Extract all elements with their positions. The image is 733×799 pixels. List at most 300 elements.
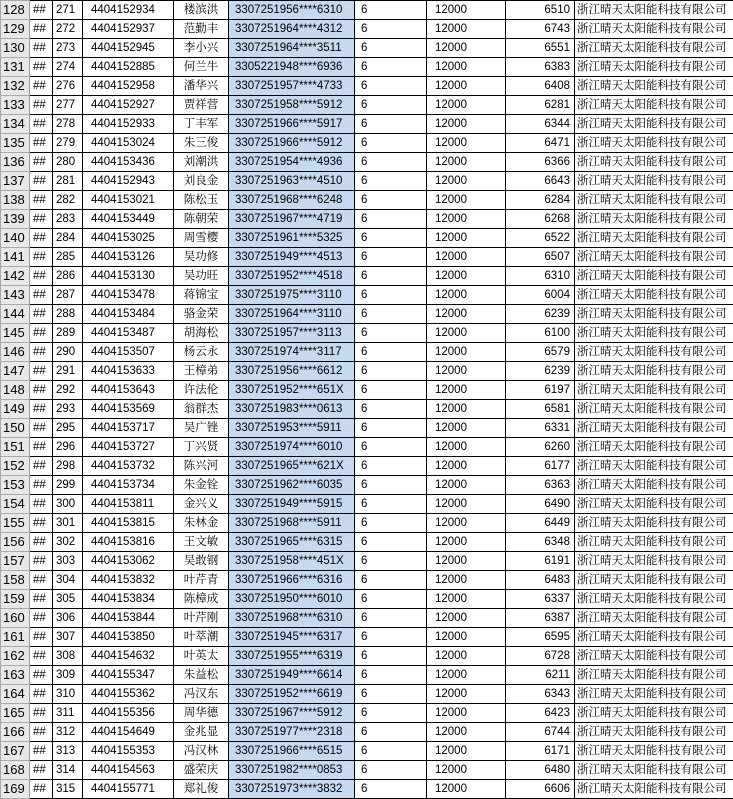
index-cell[interactable]: 293 xyxy=(53,400,83,419)
count-cell[interactable]: 6 xyxy=(355,134,427,153)
amount-cell[interactable]: 12000 xyxy=(427,191,506,210)
id-number-cell[interactable]: 3305221948****6936 xyxy=(229,58,355,77)
company-cell[interactable]: 浙江晴天太阳能科技有限公司 xyxy=(575,590,733,609)
index-cell[interactable]: 300 xyxy=(53,495,83,514)
id-number-cell[interactable]: 3307251966****5912 xyxy=(229,134,355,153)
row-header[interactable]: 128 xyxy=(1,1,30,20)
row-header[interactable]: 154 xyxy=(1,495,30,514)
id-number-cell[interactable]: 3307251949****5915 xyxy=(229,495,355,514)
amount-cell[interactable]: 12000 xyxy=(427,343,506,362)
index-cell[interactable]: 302 xyxy=(53,533,83,552)
account-cell[interactable]: 4404153811 xyxy=(83,495,174,514)
overflow-cell[interactable]: ## xyxy=(30,666,53,685)
account-cell[interactable]: 4404155347 xyxy=(83,666,174,685)
company-cell[interactable]: 浙江晴天太阳能科技有限公司 xyxy=(575,704,733,723)
company-cell[interactable]: 浙江晴天太阳能科技有限公司 xyxy=(575,666,733,685)
index-cell[interactable]: 282 xyxy=(53,191,83,210)
overflow-cell[interactable]: ## xyxy=(30,96,53,115)
account-cell[interactable]: 4404153834 xyxy=(83,590,174,609)
amount-cell[interactable]: 12000 xyxy=(427,381,506,400)
index-cell[interactable]: 279 xyxy=(53,134,83,153)
amount-cell[interactable]: 12000 xyxy=(427,742,506,761)
index-cell[interactable]: 291 xyxy=(53,362,83,381)
overflow-cell[interactable]: ## xyxy=(30,476,53,495)
company-cell[interactable]: 浙江晴天太阳能科技有限公司 xyxy=(575,362,733,381)
company-cell[interactable]: 浙江晴天太阳能科技有限公司 xyxy=(575,742,733,761)
name-cell[interactable]: 朱金铨 xyxy=(174,476,229,495)
amount-cell[interactable]: 12000 xyxy=(427,324,506,343)
index-cell[interactable]: 296 xyxy=(53,438,83,457)
count-cell[interactable]: 6 xyxy=(355,476,427,495)
company-cell[interactable]: 浙江晴天太阳能科技有限公司 xyxy=(575,723,733,742)
value-cell[interactable]: 6343 xyxy=(506,685,575,704)
overflow-cell[interactable]: ## xyxy=(30,248,53,267)
name-cell[interactable]: 丁丰军 xyxy=(174,115,229,134)
account-cell[interactable]: 4404153643 xyxy=(83,381,174,400)
index-cell[interactable]: 284 xyxy=(53,229,83,248)
company-cell[interactable]: 浙江晴天太阳能科技有限公司 xyxy=(575,248,733,267)
value-cell[interactable]: 6191 xyxy=(506,552,575,571)
overflow-cell[interactable]: ## xyxy=(30,628,53,647)
name-cell[interactable]: 贾祥营 xyxy=(174,96,229,115)
row-header[interactable]: 143 xyxy=(1,286,30,305)
name-cell[interactable]: 郑礼俊 xyxy=(174,780,229,799)
account-cell[interactable]: 4404153633 xyxy=(83,362,174,381)
value-cell[interactable]: 6268 xyxy=(506,210,575,229)
count-cell[interactable]: 6 xyxy=(355,267,427,286)
index-cell[interactable]: 283 xyxy=(53,210,83,229)
id-number-cell[interactable]: 3307251957****4733 xyxy=(229,77,355,96)
account-cell[interactable]: 4404153126 xyxy=(83,248,174,267)
name-cell[interactable]: 周华德 xyxy=(174,704,229,723)
count-cell[interactable]: 6 xyxy=(355,20,427,39)
value-cell[interactable]: 6211 xyxy=(506,666,575,685)
index-cell[interactable]: 312 xyxy=(53,723,83,742)
value-cell[interactable]: 6363 xyxy=(506,476,575,495)
account-cell[interactable]: 4404152937 xyxy=(83,20,174,39)
id-number-cell[interactable]: 3307251974****6010 xyxy=(229,438,355,457)
row-header[interactable]: 144 xyxy=(1,305,30,324)
name-cell[interactable]: 叶芹青 xyxy=(174,571,229,590)
company-cell[interactable]: 浙江晴天太阳能科技有限公司 xyxy=(575,533,733,552)
overflow-cell[interactable]: ## xyxy=(30,590,53,609)
value-cell[interactable]: 6348 xyxy=(506,533,575,552)
account-cell[interactable]: 4404153024 xyxy=(83,134,174,153)
count-cell[interactable]: 6 xyxy=(355,723,427,742)
account-cell[interactable]: 4404153130 xyxy=(83,267,174,286)
amount-cell[interactable]: 12000 xyxy=(427,476,506,495)
amount-cell[interactable]: 12000 xyxy=(427,704,506,723)
row-header[interactable]: 149 xyxy=(1,400,30,419)
account-cell[interactable]: 4404153025 xyxy=(83,229,174,248)
id-number-cell[interactable]: 3307251977****2318 xyxy=(229,723,355,742)
value-cell[interactable]: 6728 xyxy=(506,647,575,666)
id-number-cell[interactable]: 3307251974****3117 xyxy=(229,343,355,362)
id-number-cell[interactable]: 3307251945****6317 xyxy=(229,628,355,647)
id-number-cell[interactable]: 3307251968****5911 xyxy=(229,514,355,533)
overflow-cell[interactable]: ## xyxy=(30,1,53,20)
id-number-cell[interactable]: 3307251964****4312 xyxy=(229,20,355,39)
row-header[interactable]: 163 xyxy=(1,666,30,685)
account-cell[interactable]: 4404152933 xyxy=(83,115,174,134)
company-cell[interactable]: 浙江晴天太阳能科技有限公司 xyxy=(575,286,733,305)
id-number-cell[interactable]: 3307251967****4719 xyxy=(229,210,355,229)
id-number-cell[interactable]: 3307251968****6248 xyxy=(229,191,355,210)
overflow-cell[interactable]: ## xyxy=(30,286,53,305)
name-cell[interactable]: 范勤丰 xyxy=(174,20,229,39)
amount-cell[interactable]: 12000 xyxy=(427,20,506,39)
value-cell[interactable]: 6100 xyxy=(506,324,575,343)
count-cell[interactable]: 6 xyxy=(355,1,427,20)
amount-cell[interactable]: 12000 xyxy=(427,210,506,229)
overflow-cell[interactable]: ## xyxy=(30,381,53,400)
count-cell[interactable]: 6 xyxy=(355,419,427,438)
index-cell[interactable]: 311 xyxy=(53,704,83,723)
row-header[interactable]: 137 xyxy=(1,172,30,191)
row-header[interactable]: 166 xyxy=(1,723,30,742)
account-cell[interactable]: 4404153844 xyxy=(83,609,174,628)
index-cell[interactable]: 278 xyxy=(53,115,83,134)
index-cell[interactable]: 281 xyxy=(53,172,83,191)
count-cell[interactable]: 6 xyxy=(355,58,427,77)
id-number-cell[interactable]: 3307251952****651X xyxy=(229,381,355,400)
id-number-cell[interactable]: 3307251966****5917 xyxy=(229,115,355,134)
value-cell[interactable]: 6471 xyxy=(506,134,575,153)
company-cell[interactable]: 浙江晴天太阳能科技有限公司 xyxy=(575,96,733,115)
row-header[interactable]: 156 xyxy=(1,533,30,552)
company-cell[interactable]: 浙江晴天太阳能科技有限公司 xyxy=(575,495,733,514)
amount-cell[interactable]: 12000 xyxy=(427,666,506,685)
account-cell[interactable]: 4404153021 xyxy=(83,191,174,210)
overflow-cell[interactable]: ## xyxy=(30,58,53,77)
id-number-cell[interactable]: 3307251961****5325 xyxy=(229,229,355,248)
company-cell[interactable]: 浙江晴天太阳能科技有限公司 xyxy=(575,267,733,286)
name-cell[interactable]: 吴功修 xyxy=(174,248,229,267)
account-cell[interactable]: 4404155356 xyxy=(83,704,174,723)
company-cell[interactable]: 浙江晴天太阳能科技有限公司 xyxy=(575,457,733,476)
row-header[interactable]: 168 xyxy=(1,761,30,780)
index-cell[interactable]: 298 xyxy=(53,457,83,476)
company-cell[interactable]: 浙江晴天太阳能科技有限公司 xyxy=(575,39,733,58)
count-cell[interactable]: 6 xyxy=(355,191,427,210)
company-cell[interactable]: 浙江晴天太阳能科技有限公司 xyxy=(575,324,733,343)
row-header[interactable]: 140 xyxy=(1,229,30,248)
index-cell[interactable]: 309 xyxy=(53,666,83,685)
index-cell[interactable]: 273 xyxy=(53,39,83,58)
count-cell[interactable]: 6 xyxy=(355,77,427,96)
index-cell[interactable]: 315 xyxy=(53,780,83,799)
overflow-cell[interactable]: ## xyxy=(30,210,53,229)
count-cell[interactable]: 6 xyxy=(355,666,427,685)
account-cell[interactable]: 4404152943 xyxy=(83,172,174,191)
value-cell[interactable]: 6423 xyxy=(506,704,575,723)
amount-cell[interactable]: 12000 xyxy=(427,628,506,647)
account-cell[interactable]: 4404153436 xyxy=(83,153,174,172)
name-cell[interactable]: 陈松玉 xyxy=(174,191,229,210)
count-cell[interactable]: 6 xyxy=(355,381,427,400)
name-cell[interactable]: 李小兴 xyxy=(174,39,229,58)
value-cell[interactable]: 6606 xyxy=(506,780,575,799)
id-number-cell[interactable]: 3307251967****5912 xyxy=(229,704,355,723)
account-cell[interactable]: 4404155353 xyxy=(83,742,174,761)
company-cell[interactable]: 浙江晴天太阳能科技有限公司 xyxy=(575,685,733,704)
amount-cell[interactable]: 12000 xyxy=(427,438,506,457)
id-number-cell[interactable]: 3307251955****6319 xyxy=(229,647,355,666)
overflow-cell[interactable]: ## xyxy=(30,514,53,533)
account-cell[interactable]: 4404153850 xyxy=(83,628,174,647)
count-cell[interactable]: 6 xyxy=(355,761,427,780)
value-cell[interactable]: 6480 xyxy=(506,761,575,780)
index-cell[interactable]: 272 xyxy=(53,20,83,39)
amount-cell[interactable]: 12000 xyxy=(427,77,506,96)
amount-cell[interactable]: 12000 xyxy=(427,495,506,514)
index-cell[interactable]: 286 xyxy=(53,267,83,286)
company-cell[interactable]: 浙江晴天太阳能科技有限公司 xyxy=(575,191,733,210)
id-number-cell[interactable]: 3307251958****451X xyxy=(229,552,355,571)
row-header[interactable]: 132 xyxy=(1,77,30,96)
overflow-cell[interactable]: ## xyxy=(30,343,53,362)
account-cell[interactable]: 4404152945 xyxy=(83,39,174,58)
value-cell[interactable]: 6579 xyxy=(506,343,575,362)
id-number-cell[interactable]: 3307251975****3110 xyxy=(229,286,355,305)
row-header[interactable]: 152 xyxy=(1,457,30,476)
count-cell[interactable]: 6 xyxy=(355,324,427,343)
id-number-cell[interactable]: 3307251958****5912 xyxy=(229,96,355,115)
overflow-cell[interactable]: ## xyxy=(30,305,53,324)
company-cell[interactable]: 浙江晴天太阳能科技有限公司 xyxy=(575,343,733,362)
row-header[interactable]: 150 xyxy=(1,419,30,438)
amount-cell[interactable]: 12000 xyxy=(427,115,506,134)
index-cell[interactable]: 303 xyxy=(53,552,83,571)
name-cell[interactable]: 何兰牛 xyxy=(174,58,229,77)
name-cell[interactable]: 吴敢钢 xyxy=(174,552,229,571)
count-cell[interactable]: 6 xyxy=(355,647,427,666)
row-header[interactable]: 145 xyxy=(1,324,30,343)
overflow-cell[interactable]: ## xyxy=(30,191,53,210)
id-number-cell[interactable]: 3307251964****3511 xyxy=(229,39,355,58)
row-header[interactable]: 157 xyxy=(1,552,30,571)
name-cell[interactable]: 翁群杰 xyxy=(174,400,229,419)
value-cell[interactable]: 6483 xyxy=(506,571,575,590)
index-cell[interactable]: 313 xyxy=(53,742,83,761)
id-number-cell[interactable]: 3307251964****3110 xyxy=(229,305,355,324)
account-cell[interactable]: 4404153507 xyxy=(83,343,174,362)
company-cell[interactable]: 浙江晴天太阳能科技有限公司 xyxy=(575,305,733,324)
overflow-cell[interactable]: ## xyxy=(30,324,53,343)
index-cell[interactable]: 280 xyxy=(53,153,83,172)
name-cell[interactable]: 金兴义 xyxy=(174,495,229,514)
company-cell[interactable]: 浙江晴天太阳能科技有限公司 xyxy=(575,761,733,780)
company-cell[interactable]: 浙江晴天太阳能科技有限公司 xyxy=(575,58,733,77)
company-cell[interactable]: 浙江晴天太阳能科技有限公司 xyxy=(575,134,733,153)
amount-cell[interactable]: 12000 xyxy=(427,248,506,267)
overflow-cell[interactable]: ## xyxy=(30,134,53,153)
company-cell[interactable]: 浙江晴天太阳能科技有限公司 xyxy=(575,609,733,628)
index-cell[interactable]: 314 xyxy=(53,761,83,780)
id-number-cell[interactable]: 3307251949****6614 xyxy=(229,666,355,685)
id-number-cell[interactable]: 3307251968****6310 xyxy=(229,609,355,628)
account-cell[interactable]: 4404154649 xyxy=(83,723,174,742)
value-cell[interactable]: 6581 xyxy=(506,400,575,419)
value-cell[interactable]: 6408 xyxy=(506,77,575,96)
amount-cell[interactable]: 12000 xyxy=(427,571,506,590)
count-cell[interactable]: 6 xyxy=(355,457,427,476)
company-cell[interactable]: 浙江晴天太阳能科技有限公司 xyxy=(575,400,733,419)
account-cell[interactable]: 4404153062 xyxy=(83,552,174,571)
row-header[interactable]: 167 xyxy=(1,742,30,761)
row-header[interactable]: 133 xyxy=(1,96,30,115)
company-cell[interactable]: 浙江晴天太阳能科技有限公司 xyxy=(575,419,733,438)
name-cell[interactable]: 蒋锦宝 xyxy=(174,286,229,305)
value-cell[interactable]: 6366 xyxy=(506,153,575,172)
account-cell[interactable]: 4404152958 xyxy=(83,77,174,96)
amount-cell[interactable]: 12000 xyxy=(427,134,506,153)
overflow-cell[interactable]: ## xyxy=(30,229,53,248)
name-cell[interactable]: 叶萃潮 xyxy=(174,628,229,647)
id-number-cell[interactable]: 3307251950****6010 xyxy=(229,590,355,609)
company-cell[interactable]: 浙江晴天太阳能科技有限公司 xyxy=(575,514,733,533)
overflow-cell[interactable]: ## xyxy=(30,400,53,419)
index-cell[interactable]: 299 xyxy=(53,476,83,495)
amount-cell[interactable]: 12000 xyxy=(427,362,506,381)
company-cell[interactable]: 浙江晴天太阳能科技有限公司 xyxy=(575,115,733,134)
amount-cell[interactable]: 12000 xyxy=(427,761,506,780)
name-cell[interactable]: 刘潮洪 xyxy=(174,153,229,172)
row-header[interactable]: 161 xyxy=(1,628,30,647)
amount-cell[interactable]: 12000 xyxy=(427,172,506,191)
row-header[interactable]: 160 xyxy=(1,609,30,628)
name-cell[interactable]: 朱三俊 xyxy=(174,134,229,153)
value-cell[interactable]: 6449 xyxy=(506,514,575,533)
index-cell[interactable]: 271 xyxy=(53,1,83,20)
company-cell[interactable]: 浙江晴天太阳能科技有限公司 xyxy=(575,571,733,590)
amount-cell[interactable]: 12000 xyxy=(427,39,506,58)
row-header[interactable]: 134 xyxy=(1,115,30,134)
name-cell[interactable]: 杨云永 xyxy=(174,343,229,362)
account-cell[interactable]: 4404153832 xyxy=(83,571,174,590)
value-cell[interactable]: 6387 xyxy=(506,609,575,628)
value-cell[interactable]: 6383 xyxy=(506,58,575,77)
overflow-cell[interactable]: ## xyxy=(30,723,53,742)
company-cell[interactable]: 浙江晴天太阳能科技有限公司 xyxy=(575,780,733,799)
account-cell[interactable]: 4404153478 xyxy=(83,286,174,305)
id-number-cell[interactable]: 3307251962****6035 xyxy=(229,476,355,495)
value-cell[interactable]: 6337 xyxy=(506,590,575,609)
id-number-cell[interactable]: 3307251965****621X xyxy=(229,457,355,476)
id-number-cell[interactable]: 3307251983****0613 xyxy=(229,400,355,419)
index-cell[interactable]: 290 xyxy=(53,343,83,362)
count-cell[interactable]: 6 xyxy=(355,438,427,457)
value-cell[interactable]: 6171 xyxy=(506,742,575,761)
value-cell[interactable]: 6344 xyxy=(506,115,575,134)
account-cell[interactable]: 4404153815 xyxy=(83,514,174,533)
account-cell[interactable]: 4404153569 xyxy=(83,400,174,419)
count-cell[interactable]: 6 xyxy=(355,229,427,248)
overflow-cell[interactable]: ## xyxy=(30,571,53,590)
row-header[interactable]: 169 xyxy=(1,780,30,799)
index-cell[interactable]: 285 xyxy=(53,248,83,267)
row-header[interactable]: 151 xyxy=(1,438,30,457)
id-number-cell[interactable]: 3307251965****6315 xyxy=(229,533,355,552)
overflow-cell[interactable]: ## xyxy=(30,419,53,438)
count-cell[interactable]: 6 xyxy=(355,362,427,381)
id-number-cell[interactable]: 3307251952****4518 xyxy=(229,267,355,286)
value-cell[interactable]: 6284 xyxy=(506,191,575,210)
index-cell[interactable]: 301 xyxy=(53,514,83,533)
id-number-cell[interactable]: 3307251966****6316 xyxy=(229,571,355,590)
count-cell[interactable]: 6 xyxy=(355,343,427,362)
overflow-cell[interactable]: ## xyxy=(30,704,53,723)
count-cell[interactable]: 6 xyxy=(355,628,427,647)
amount-cell[interactable]: 12000 xyxy=(427,552,506,571)
name-cell[interactable]: 许法伦 xyxy=(174,381,229,400)
count-cell[interactable]: 6 xyxy=(355,552,427,571)
index-cell[interactable]: 292 xyxy=(53,381,83,400)
name-cell[interactable]: 冯汉林 xyxy=(174,742,229,761)
value-cell[interactable]: 6595 xyxy=(506,628,575,647)
count-cell[interactable]: 6 xyxy=(355,39,427,58)
index-cell[interactable]: 310 xyxy=(53,685,83,704)
company-cell[interactable]: 浙江晴天太阳能科技有限公司 xyxy=(575,153,733,172)
count-cell[interactable]: 6 xyxy=(355,780,427,799)
overflow-cell[interactable]: ## xyxy=(30,742,53,761)
value-cell[interactable]: 6197 xyxy=(506,381,575,400)
row-header[interactable]: 136 xyxy=(1,153,30,172)
value-cell[interactable]: 6260 xyxy=(506,438,575,457)
row-header[interactable]: 135 xyxy=(1,134,30,153)
value-cell[interactable]: 6177 xyxy=(506,457,575,476)
amount-cell[interactable]: 12000 xyxy=(427,457,506,476)
name-cell[interactable]: 陈朝荣 xyxy=(174,210,229,229)
row-header[interactable]: 141 xyxy=(1,248,30,267)
account-cell[interactable]: 4404152885 xyxy=(83,58,174,77)
account-cell[interactable]: 4404153816 xyxy=(83,533,174,552)
overflow-cell[interactable]: ## xyxy=(30,267,53,286)
value-cell[interactable]: 6310 xyxy=(506,267,575,286)
account-cell[interactable]: 4404155771 xyxy=(83,780,174,799)
account-cell[interactable]: 4404153732 xyxy=(83,457,174,476)
count-cell[interactable]: 6 xyxy=(355,115,427,134)
name-cell[interactable]: 刘良金 xyxy=(174,172,229,191)
account-cell[interactable]: 4404153487 xyxy=(83,324,174,343)
count-cell[interactable]: 6 xyxy=(355,704,427,723)
id-number-cell[interactable]: 3307251956****6612 xyxy=(229,362,355,381)
amount-cell[interactable]: 12000 xyxy=(427,229,506,248)
overflow-cell[interactable]: ## xyxy=(30,609,53,628)
index-cell[interactable]: 289 xyxy=(53,324,83,343)
account-cell[interactable]: 4404152934 xyxy=(83,1,174,20)
index-cell[interactable]: 308 xyxy=(53,647,83,666)
id-number-cell[interactable]: 3307251953****5911 xyxy=(229,419,355,438)
index-cell[interactable]: 274 xyxy=(53,58,83,77)
company-cell[interactable]: 浙江晴天太阳能科技有限公司 xyxy=(575,210,733,229)
company-cell[interactable]: 浙江晴天太阳能科技有限公司 xyxy=(575,628,733,647)
name-cell[interactable]: 吴广锉 xyxy=(174,419,229,438)
amount-cell[interactable]: 12000 xyxy=(427,533,506,552)
count-cell[interactable]: 6 xyxy=(355,153,427,172)
index-cell[interactable]: 306 xyxy=(53,609,83,628)
count-cell[interactable]: 6 xyxy=(355,172,427,191)
count-cell[interactable]: 6 xyxy=(355,514,427,533)
row-header[interactable]: 158 xyxy=(1,571,30,590)
value-cell[interactable]: 6004 xyxy=(506,286,575,305)
count-cell[interactable]: 6 xyxy=(355,590,427,609)
name-cell[interactable]: 楼滨洪 xyxy=(174,1,229,20)
overflow-cell[interactable]: ## xyxy=(30,77,53,96)
amount-cell[interactable]: 12000 xyxy=(427,153,506,172)
row-header[interactable]: 139 xyxy=(1,210,30,229)
id-number-cell[interactable]: 3307251973****3832 xyxy=(229,780,355,799)
